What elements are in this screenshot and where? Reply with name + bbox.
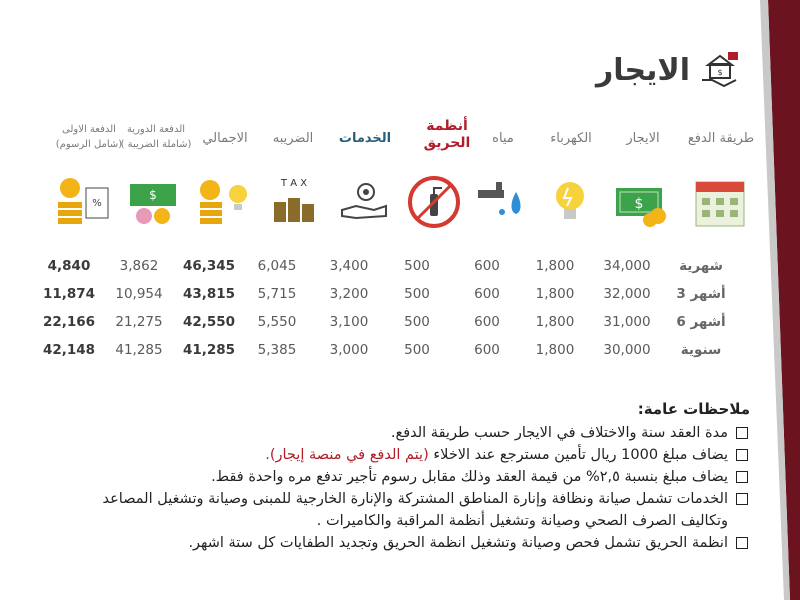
title-block [596,50,740,90]
table-cell-fire_systems: 500 [404,258,430,274]
header-electricity: الكهرباء [550,131,592,146]
table-cell-rent: 32,000 [603,286,651,302]
header-total: الاجمالي [202,131,248,146]
table-cell-periodic_payment: 3,862 [119,258,159,274]
tax-coins-icon [264,172,324,232]
checkbox-icon [736,471,748,483]
table-cell-water: 600 [474,286,500,302]
table-cell-first_payment: 11,874 [42,286,96,302]
calendar-icon [690,172,750,232]
service-hand-gear-icon [334,172,394,232]
note-item: انظمة الحريق تشمل فحص وصيانة وتشغيل انظمة الحريق وتجديد الطفايات كل ستة اشهر. [60,532,750,554]
total-coins-lightbulb-icon [194,172,254,232]
header-rent: الايجار [626,131,660,146]
table-cell-total: 41,285 [182,342,236,358]
table-cell-services: 3,200 [329,286,369,302]
water-tap-icon [472,172,532,232]
header-tax: الضريبه [272,131,314,146]
table-cell-total: 46,345 [182,258,236,274]
svg-text:$: $ [634,196,644,212]
table-cell-periodic_payment: 41,285 [115,342,163,358]
svg-text:T A X: T A X [280,178,308,189]
table-cell-fire_systems: 500 [404,342,430,358]
rent-house-money-icon [698,50,740,90]
note-item: يضاف مبلغ بنسبة ٢,٥% من قيمة العقد وذلك مقابل رسوم تأجير تدفع مره واحدة فقط. [60,466,750,488]
table-cell-rent: 31,000 [603,314,651,330]
table-cell-electricity: 1,800 [535,286,575,302]
row-label-2: 6 أشهر [676,314,726,330]
checkbox-icon [736,493,748,505]
notes-heading: ملاحظات عامة: [637,400,750,418]
checkbox-icon [736,449,748,461]
table-cell-water: 600 [474,342,500,358]
table-cell-fire_systems: 500 [404,286,430,302]
table-cell-periodic_payment: 10,954 [115,286,163,302]
table-cell-services: 3,100 [329,314,369,330]
table-cell-tax: 5,550 [257,314,297,330]
periodic-cash-icon [124,172,184,232]
header-fire-systems: أنظمة الحريق [423,118,471,151]
table-cell-electricity: 1,800 [535,258,575,274]
table-cell-tax: 5,715 [257,286,297,302]
table-cell-total: 43,815 [182,286,236,302]
note-item: يضاف مبلغ 1000 ريال تأمين مسترجع عند الاخلاء (يتم الدفع في منصة إيجار). [60,444,750,466]
checkbox-icon [736,427,748,439]
svg-text:%: % [92,198,102,209]
row-label-1: 3 أشهر [676,286,726,302]
svg-text:$: $ [717,68,723,77]
header-first-payment: الدفعة الاولى (شامل الرسوم) [55,124,123,150]
notes-section [60,400,750,554]
table-cell-rent: 34,000 [603,258,651,274]
table-cell-services: 3,000 [329,342,369,358]
corner-decoration [760,0,800,600]
page-title: الايجار [595,52,690,88]
header-water: مياه [492,131,514,146]
table-cell-rent: 30,000 [603,342,651,358]
table-cell-first_payment: 22,166 [42,314,96,330]
checkbox-icon [736,537,748,549]
table-cell-tax: 6,045 [257,258,297,274]
table-cell-first_payment: 42,148 [42,342,96,358]
row-label-0: شهرية [679,258,723,274]
header-services: الخدمات [338,131,392,146]
table-cell-water: 600 [474,258,500,274]
fire-extinguisher-icon [404,172,464,232]
table-cell-water: 600 [474,314,500,330]
table-cell-electricity: 1,800 [535,314,575,330]
table-cell-total: 42,550 [182,314,236,330]
table-cell-electricity: 1,800 [535,342,575,358]
note-item: الخدمات تشمل صيانة ونظافة وإنارة المناطق المشتركة والإنارة الخارجية للمبنى وصيانة وتشغيل المصاعد وتكاليف الصرف الصحي وصيانة وتشغيل أنظمة المراقبة والكاميرات . [60,488,750,532]
lightbulb-icon [540,172,600,232]
cash-icon [612,172,672,232]
row-label-3: سنوية [680,342,722,358]
table-cell-fire_systems: 500 [404,314,430,330]
header-payment-method: طريقة الدفع [687,131,755,146]
svg-text:$: $ [149,188,157,202]
first-payment-coins-icon [54,172,114,232]
table-cell-periodic_payment: 21,275 [115,314,163,330]
table-cell-first_payment: 4,840 [47,258,91,274]
header-periodic-payment: الدفعة الدورية (شاملة الضريبة ) [120,124,192,150]
table-cell-services: 3,400 [329,258,369,274]
note-item: مدة العقد سنة والاختلاف في الايجار حسب طريقة الدفع. [60,422,750,444]
table-cell-tax: 5,385 [257,342,297,358]
